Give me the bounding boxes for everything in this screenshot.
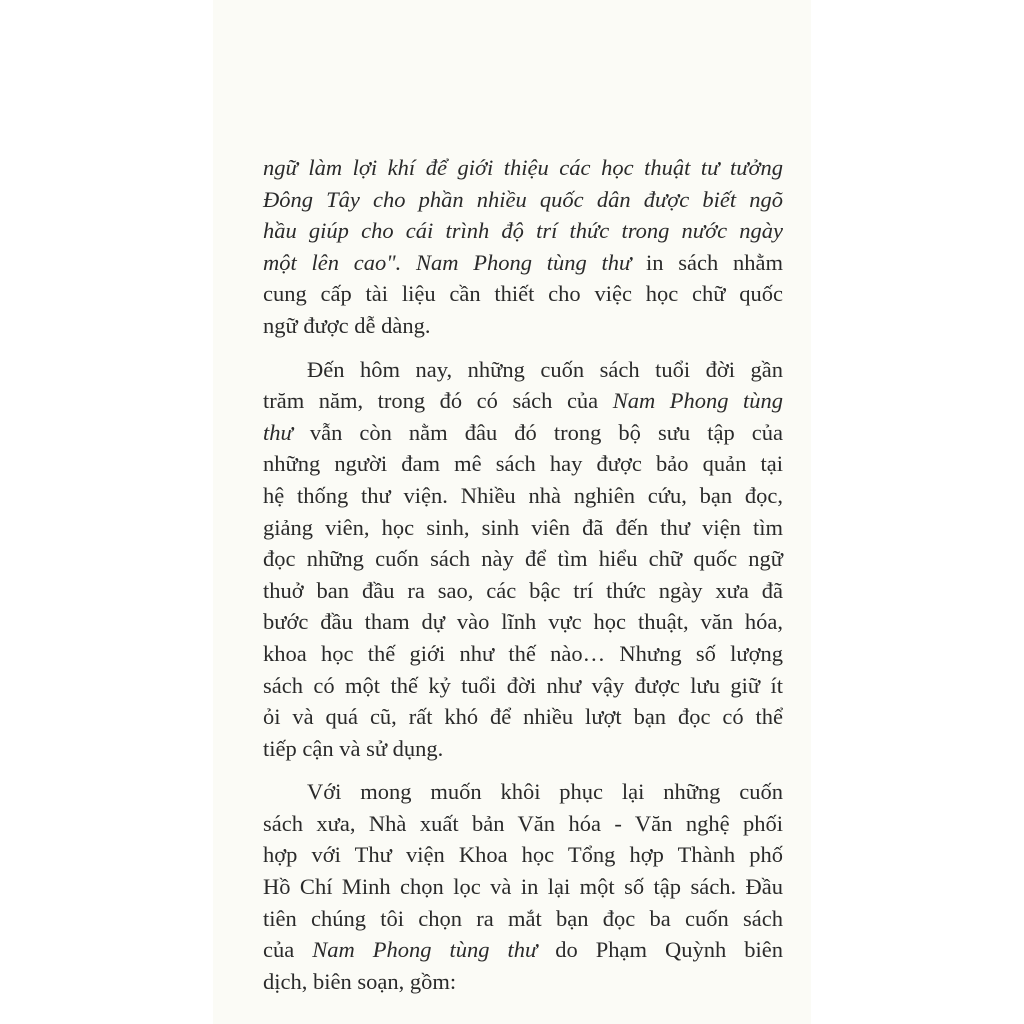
text-line: đọc những cuốn sách này để tìm hiểu chữ quốc ngữ (263, 546, 783, 572)
text-line: Với mong muốn khôi phục lại những cuốn (307, 779, 783, 805)
text-line: hệ thống thư viện. Nhiều nhà nghiên cứu, bạn đọc, (263, 482, 783, 508)
text-line: tiên chúng tôi chọn ra mắt bạn đọc ba cuốn sách (263, 905, 783, 931)
paragraph-2 (263, 354, 783, 765)
text-line: thuở ban đầu ra sao, các bậc trí thức ngày xưa đã (263, 577, 783, 603)
body-text (263, 152, 783, 997)
text-line: một lên cao". Nam Phong tùng thư in sách nhằm (263, 249, 783, 275)
text-line: giảng viên, học sinh, sinh viên đã đến thư viện tìm (263, 514, 783, 540)
text-line: hầu giúp cho cái trình độ trí thức trong nước ngày (263, 218, 783, 244)
text-line: ỏi và quá cũ, rất khó để nhiều lượt bạn đọc có thể (263, 704, 783, 730)
text-line: thư vẫn còn nằm đâu đó trong bộ sưu tập của (263, 419, 783, 445)
text-line: ngữ được dễ dàng. (263, 312, 431, 338)
book-page (213, 0, 811, 1024)
text-line: cung cấp tài liệu cần thiết cho việc học chữ quốc (263, 281, 783, 307)
text-line: dịch, biên soạn, gồm: (263, 968, 457, 994)
text-line: của Nam Phong tùng thư do Phạm Quỳnh biên (263, 937, 783, 963)
text-line: Đến hôm nay, những cuốn sách tuổi đời gần (307, 356, 783, 382)
text-line: tiếp cận và sử dụng. (263, 735, 444, 761)
text-line: sách xưa, Nhà xuất bản Văn hóa - Văn nghệ phối (263, 810, 783, 836)
text-line: hợp với Thư viện Khoa học Tổng hợp Thành phố (263, 842, 783, 868)
text-line: bước đầu tham dự vào lĩnh vực học thuật, văn hóa, (263, 609, 783, 635)
text-line: Đông Tây cho phần nhiều quốc dân được biết ngõ (263, 186, 783, 212)
text-line: sách có một thế kỷ tuổi đời như vậy được lưu giữ ít (263, 672, 783, 698)
text-line: khoa học thế giới như thế nào… Nhưng số lượng (263, 640, 783, 666)
paragraph-1 (263, 152, 783, 342)
text-line: Hồ Chí Minh chọn lọc và in lại một số tập sách. Đầu (263, 874, 783, 900)
text-line: ngữ làm lợi khí để giới thiệu các học thuật tư tưởng (263, 155, 783, 180)
paragraph-3 (263, 776, 783, 997)
text-line: trăm năm, trong đó có sách của Nam Phong tùng (263, 388, 783, 414)
text-line: những người đam mê sách hay được bảo quản tại (263, 451, 783, 477)
